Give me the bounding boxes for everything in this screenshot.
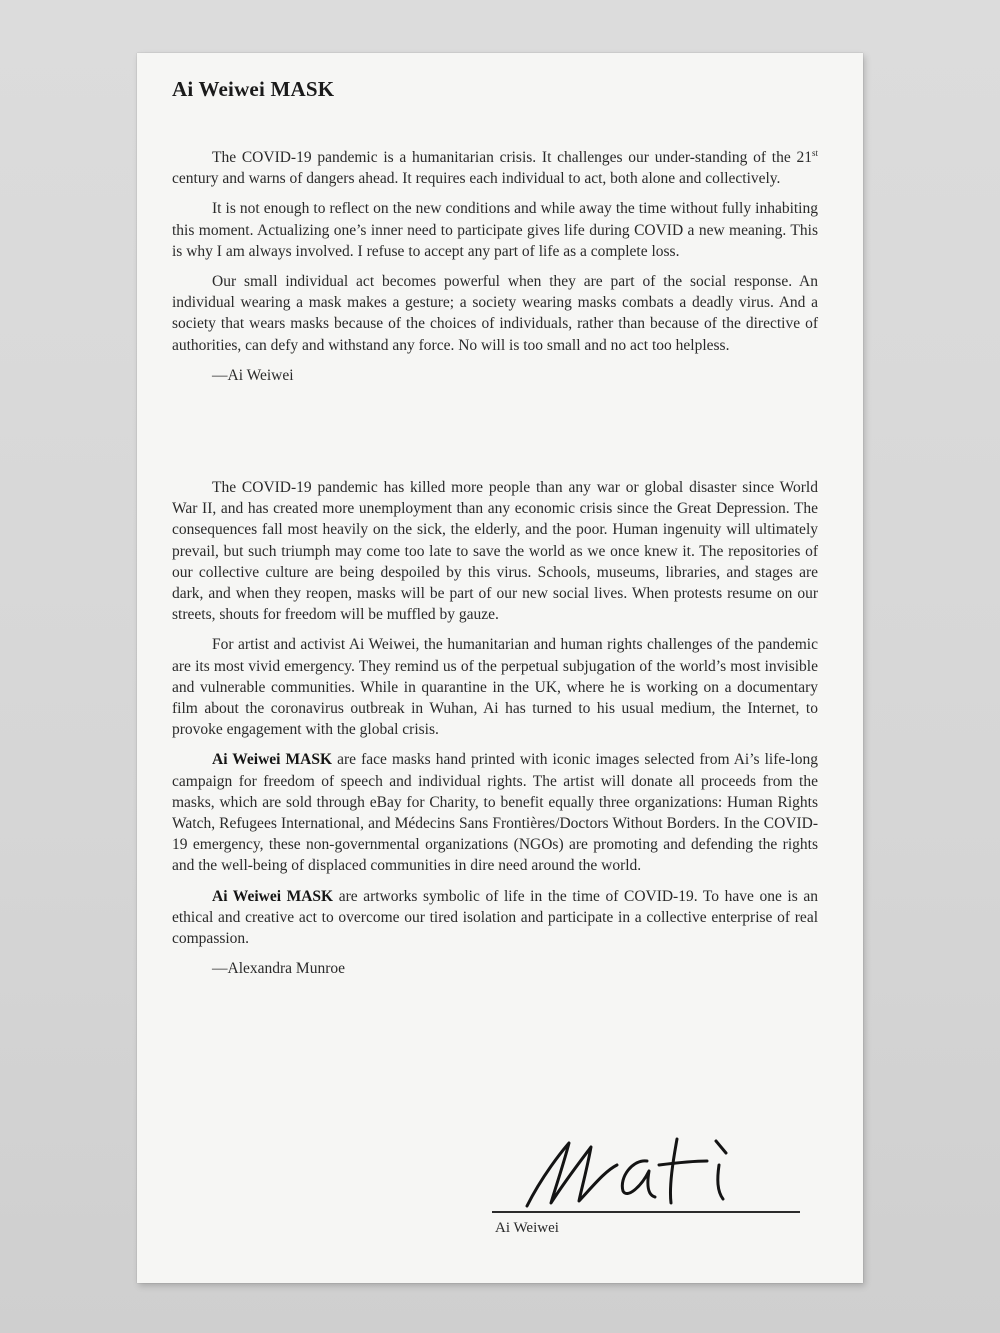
essay-paragraph-2: For artist and activist Ai Weiwei, the humanitarian and human rights challenges of the pandemic are its most vivid emergency. They remind us of the perpetual subjugation of the world’s most invisible and vulnerable communities. While in quarantine in the UK, where he is working on a documentary film about the coronavirus outbreak in Wuhan, Ai has turned to his usual medium, the Internet, to provoke engagement with the global crisis.	[172, 636, 818, 739]
signer-name: Ai Weiwei	[495, 1220, 559, 1236]
essay-p3-text: are face masks hand printed with iconic images selected from Ai’s life-long campaign for freedom of speech and individual rights. The artist will donate all proceeds from the masks, which are sold through eBay for Charity, to benefit equally three organizations: Human Rights Watch, Refugees International, and Médecins Sans Frontières/Doctors Without Borders. In the COVID-19 emergency, these non-governmental organizations (NGOs) are promoting and defending the rights and the well-being of displaced communities in dire need around the world.	[172, 751, 818, 875]
statement-p1-text-a: The COVID-19 pandemic is a humanitarian crisis. It challenges our under-standing of the 21	[212, 149, 812, 166]
munroe-essay	[172, 477, 818, 988]
essay-p4-text: are artworks symbolic of life in the time of COVID-19. To have one is an ethical and creative act to overcome our tired isolation and participate in a collective enterprise of real compassion.	[172, 887, 818, 948]
signature-line	[492, 1211, 800, 1213]
statement-p1-text-b: century and warns of dangers ahead. It requires each individual to act, both alone and collectively.	[172, 170, 781, 188]
essay-p4-bold-title: Ai Weiwei MASK	[212, 887, 334, 905]
essay-p3-bold-title: Ai Weiwei MASK	[212, 751, 333, 769]
card-title: Ai Weiwei MASK	[172, 77, 335, 101]
ordinal-suffix: st	[811, 147, 818, 158]
handwritten-signature	[507, 1131, 777, 1211]
printed-card	[137, 53, 863, 1283]
statement-paragraph-3: Our small individual act becomes powerful when they are part of the social response. An individual wearing a mask makes a gesture; a society wearing masks combats a deadly virus. And a society that wears masks because of the choices of individuals, rather than because of the directive of authorities, can defy and withstand any force. No will is too small and no act too helpless.	[172, 273, 818, 354]
essay-paragraph-3	[172, 749, 818, 876]
essay-attribution: —Alexandra Munroe	[212, 960, 345, 978]
statement-paragraph-2: It is not enough to reflect on the new conditions and while away the time without fully inhabiting this moment. Actualizing one’s inner need to participate gives life during COVID a new meaning. This is why I am always involved. I refuse to accept any part of life as a complete loss.	[172, 200, 818, 260]
statement-attribution: —Ai Weiwei	[212, 366, 294, 384]
statement-paragraph-1	[172, 147, 818, 189]
essay-paragraph-4	[172, 886, 818, 950]
essay-paragraph-1: The COVID-19 pandemic has killed more people than any war or global disaster since World War II, and has created more unemployment than any economic crisis since the Great Depression. The consequences fall most heavily on the sick, the elderly, and the poor. Human ingenuity will ultimately prevail, but such triumph may come too late to save the world as we once knew it. The repositories of our collective culture are being despoiled by this virus. Schools, museums, libraries, and stages are dark, and when they reopen, masks will be part of our new social lives. When protests resume on our streets, shouts for freedom will be muffled by gauze.	[172, 479, 818, 624]
ai-weiwei-statement	[172, 147, 818, 395]
